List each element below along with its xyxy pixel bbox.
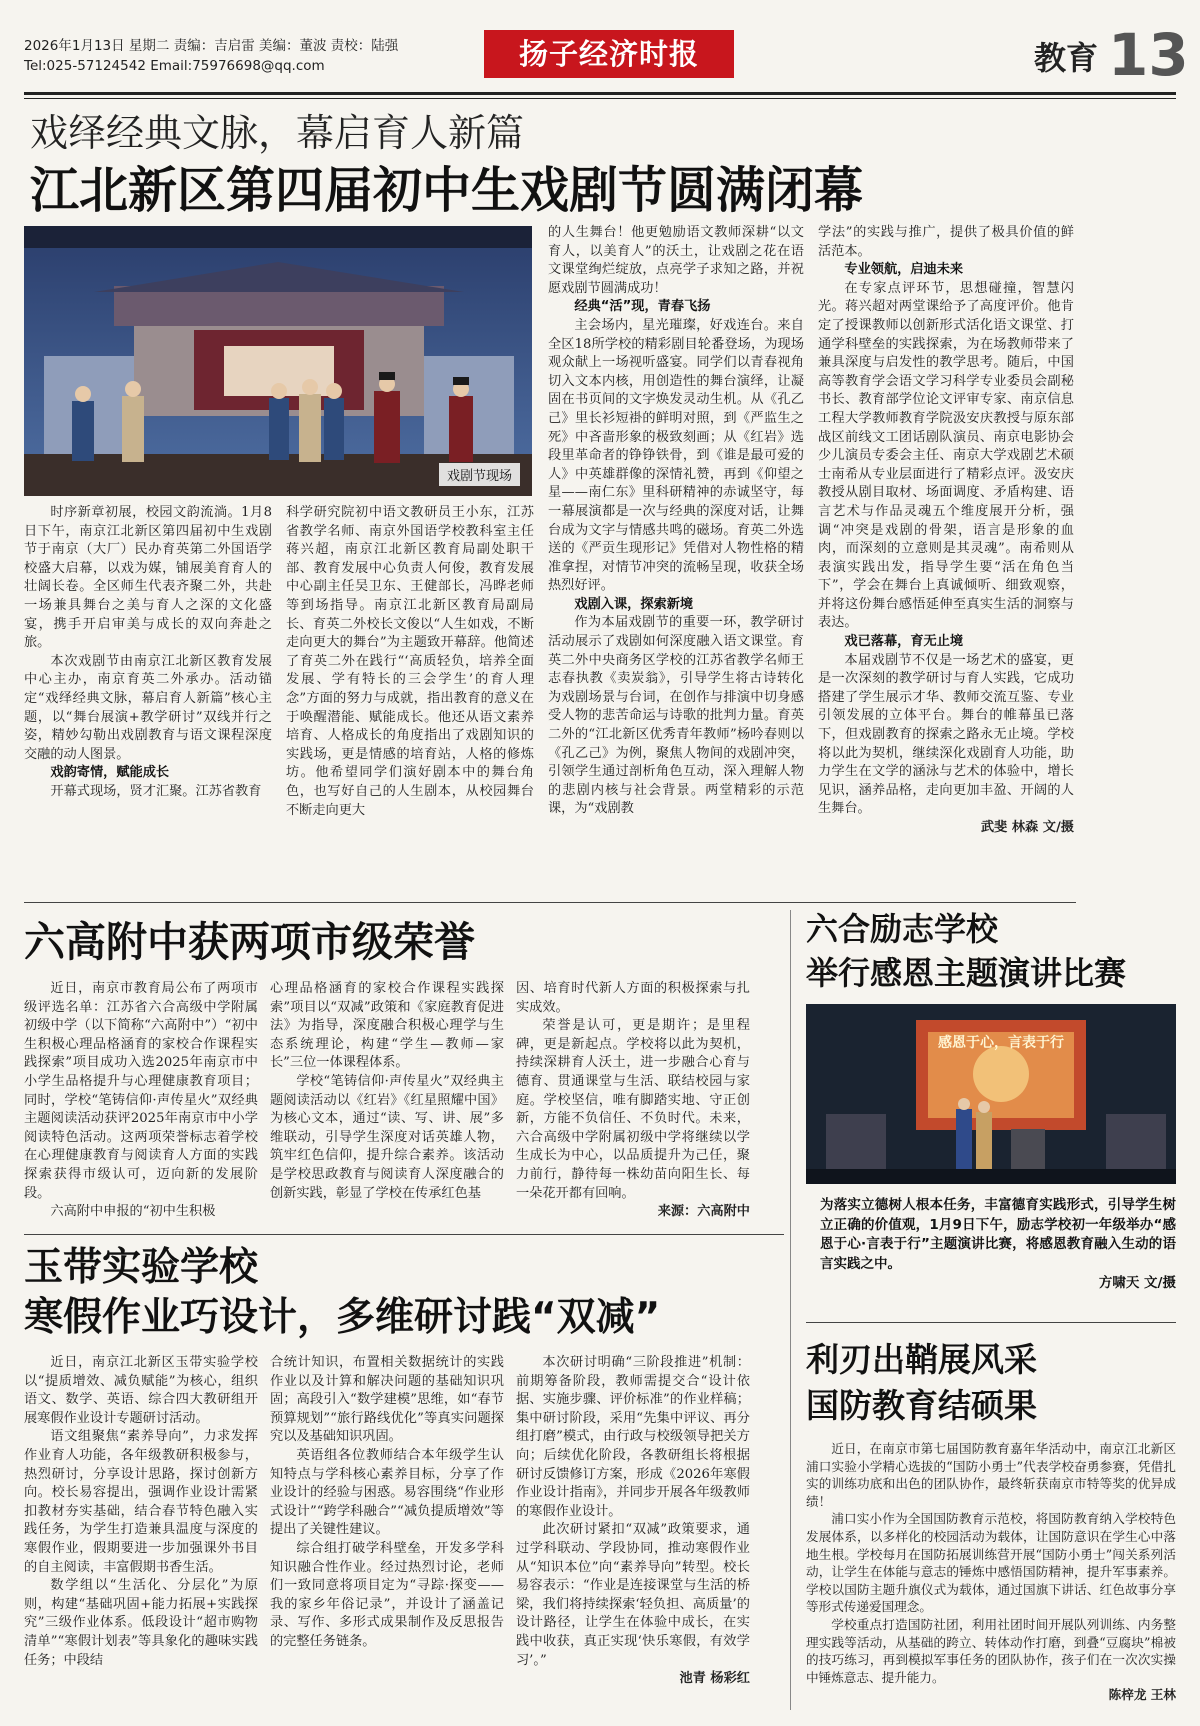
newspaper-logo: 扬子经济时报	[484, 30, 734, 78]
paragraph: 因、培育时代新人方面的积极探索与扎实成效。	[516, 981, 750, 1015]
article2-col1	[24, 980, 258, 1224]
paragraph: 近日，在南京市第七届国防教育嘉年华活动中，南京江北新区浦口实验小学精心选拔的“国防小勇士”代表学校奋勇参赛，凭借扎实的训练功底和出色的团队协作，最终斩获南京市特等奖的优异成绩！	[806, 1441, 1176, 1509]
article1-col2	[286, 504, 534, 894]
article3-caption	[820, 1196, 1176, 1316]
article4-col2	[270, 1354, 504, 1716]
subheading: 专业领航，启迪未来	[844, 262, 964, 278]
paragraph: 近日，南京江北新区玉带实验学校以“提质增效、减负赋能”为核心，组织语文、数学、英语、综合四大教研组开展寒假作业设计专题研讨活动。	[24, 1355, 258, 1426]
article4-title-line2: 寒假作业巧设计，多维研讨践“双减”	[24, 1295, 661, 1340]
article1-col3	[548, 224, 804, 894]
article1-title: 江北新区第四届初中生戏剧节圆满闭幕	[30, 162, 864, 219]
article1-photo-label: 戏剧节现场	[439, 463, 520, 486]
paragraph: 学校重点打造国防社团，利用社团时间开展队列训练、内务整理实践等活动，从基础的跨立、转体动作打磨，到叠“豆腐块”棉被的技巧练习，再到模拟军事任务的团队协作，孩子们在一次次实操中锤炼意志、提升能力。	[806, 1616, 1176, 1685]
article2-col2	[270, 980, 504, 1224]
masthead-rule-thin	[24, 98, 1176, 99]
page-number: 13	[1108, 21, 1189, 89]
article2-source: 来源：六高附中	[657, 1204, 750, 1220]
section-name: 教育	[1034, 39, 1099, 77]
masthead	[24, 21, 1189, 89]
paragraph: 浦口实小作为全国国防教育示范校，将国防教育纳入学校特色发展体系，以多样化的校园活动为载体，让国防意识在学生心中落地生根。学校每月在国防拓展训练营开展“国防小勇士”闯关系列活动，让学生在体能与意志的锤炼中感悟国防精神，提升军事素养。学校以国防主题升旗仪式为载体，通过国旗下讲话、红色故事分享等形式传递爱国理念。	[806, 1511, 1176, 1615]
paragraph: 荣誉是认可，更是期许；是里程碑，更是新起点。学校将以此为契机，持续深耕育人沃土，进一步融合心育与德育、贯通课堂与生活、联结校园与家庭。学校坚信，唯有脚踏实地、守正创新，方能不负信任、不负时代。未来，六合高级中学附属初级中学将继续以学生成长为中心，以品质提升为己任，聚力前行，静待每一株幼苗向阳生长、每一朵花开都有回响。	[516, 1018, 750, 1201]
paragraph: 六高附中申报的“初中生积极	[50, 1204, 216, 1220]
article5-title-line2: 国防教育结硕果	[806, 1386, 1037, 1425]
paragraph: 本届戏剧节不仅是一场艺术的盛宴，更是一次深刻的教学研讨与育人实践，它成功搭建了学生展示才华、教师交流互鉴、专业引领发展的立体平台。舞台的帷幕虽已落下，但戏剧教育的探索之路永无止境。学校将以此为契机，继续深化戏剧育人功能，助力学生在文学的涵泳与艺术的体验中，增长见识，涵养品格，走向更加丰盈、开阔的人生舞台。	[818, 652, 1074, 817]
paragraph: 时序新章初展，校园文韵流淌。1月8日下午，南京江北新区第四届初中生戏剧节于南京（大厂）民办育英第二外国语学校盛大启幕，以戏为媒，铺展美育育人的壮阔长卷。全区师生代表齐聚二外，共赴一场兼具舞台之美与育人之深的文化盛宴，携手开启审美与成长的双向奔赴之旅。	[24, 505, 272, 651]
paragraph: 近日，南京市教育局公布了两项市级评选名单：江苏省六合高级中学附属初级中学（以下简称“六高附中”）“初中生积极心理品格涵育的家校合作课程实践探索”项目成功入选2025年南京市中小学生品格提升与心理健康教育项目；同时，学校“笔铸信仰·声传星火”双经典主题阅读活动获评2025年南京市中小学阅读特色活动。这两项荣誉标志着学校在心理健康教育与阅读育人方面的实践探索获得市级认可，迈向新的发展阶段。	[24, 981, 258, 1201]
paragraph: 的人生舞台！他更勉励语文教师深耕“以文育人，以美育人”的沃土，让戏剧之花在语文课堂绚烂绽放，点亮学子求知之路，并祝愿戏剧节圆满成功！	[548, 225, 804, 296]
paragraph: 本次研讨明确“三阶段推进”机制：前期筹备阶段，教师需提交合“设计依据、实施步骤、评价标准”的作业样稿；集中研讨阶段，采用“先集中评议、再分组打磨”模式，由行政与校级领导把关方向；后续优化阶段，各教研组长将根据研讨反馈修订方案，形成《2026年寒假作业设计指南》，并同步开展各年级教师的寒假作业设计。	[516, 1355, 750, 1519]
section-divider	[806, 1322, 1176, 1323]
paragraph: 心理品格涵育的家校合作课程实践探索”项目以“双减”政策和《家庭教育促进法》为指导，深度融合积极心理学与生态系统理论，构建“学生—教师—家长”三位一体课程体系。	[270, 981, 504, 1071]
article1-subtitle: 戏绎经典文脉，幕启育人新篇	[30, 111, 525, 155]
paragraph: 本次戏剧节由南京江北新区教育发展中心主办，南京育英二外承办。活动锚定“戏绎经典文脉，幕启育人新篇”核心主题，以“舞台展演+教学研讨”双线并行之姿，精妙勾勒出戏剧教育与语文课程深度交融的动人图景。	[24, 653, 272, 762]
paragraph: 主会场内，星光璀璨，好戏连台。来自全区18所学校的精彩剧目轮番登场，为现场观众献上一场视听盛宴。同学们以青春视角切入文本内核，用创造性的舞台演绎，让凝固在书页间的文字焕发灵动生机。从《孔乙己》里长衫短褂的鲜明对照，到《严监生之死》中吝啬形象的极致刻画；从《红岩》选段里革命者的铮铮铁骨，到《谁是最可爱的人》中英雄群像的深情礼赞，再到《仰望之星——南仁东》里科研精神的赤诚坚守，每一幕展演都是一次与经典的深度对话，让舞台成为文字与情感共鸣的磁场。育英二外选送的《严贡生现形记》凭借对人物性格的精准拿捏，对情节冲突的流畅呈现，收获全场热烈好评。	[548, 317, 804, 594]
article3-title-line1: 六合励志学校	[806, 910, 999, 948]
article4-title-line1: 玉带实验学校	[24, 1245, 259, 1290]
caption-text: 为落实立德树人根本任务，丰富德育实践形式，引导学生树立正确的价值观，1月9日下午，励志学校初一年级举办“感恩于心·言表于行”主题演讲比赛，将感恩教育融入生动的语言实践之中。	[820, 1197, 1176, 1272]
article3-speech-photo	[806, 1004, 1176, 1184]
paragraph: 在专家点评环节，思想碰撞，智慧闪光。蒋兴超对两堂课给予了高度评价。他肯定了授课教师以创新形式活化语文课堂、打通学科壁垒的实践探索，为在场教师带来了兼具深度与启发性的教学思考。随后，中国高等教育学会语文学习科学专业委员会副秘书长、教育部学位论文评审专家、南京信息工程大学教师教育学院汲安庆教授与原东部战区前线文工团话剧队演员、南京电影协会少儿演员专委会主任、南京大学戏剧艺术硕士南希从专业层面进行了精彩点评。汲安庆教授从剧目取材、场面调度、矛盾构建、语言艺术与作品灵魂五个维度展开分析，强调“冲突是戏剧的骨架，语言是形象的血肉，而深刻的立意则是其灵魂”。南希则从表演实践出发，指导学生要“活在角色当下”，学会在舞台上真诚倾听、细致观察，并将这份舞台感悟延伸至真实生活的洞察与表达。	[818, 280, 1074, 631]
masthead-meta	[24, 36, 398, 76]
article5-byline: 陈梓龙 王林	[1108, 1687, 1176, 1703]
paragraph: 此次研讨紧扣“双减”政策要求，通过学科联动、学段协同，推动寒假作业从“知识本位”向“素养导向”转型。校长易容表示：“作业是连接课堂与生活的桥梁，我们将持续探索‘轻负担、高质量’的设计路径，让学生在体验中成长，在实践中收获，真正实现‘快乐寒假，有效学习’。”	[516, 1522, 750, 1668]
paragraph: 数学组以“生活化、分层化”为原则，构建“基础巩固+能力拓展+实践探究”三级作业体系。低段设计“超市购物清单”“寒假计划表”等具象化的趣味实践任务；中段结	[24, 1578, 258, 1668]
speech-banner-text: 感恩于心，言表于行	[938, 1035, 1064, 1051]
subheading: 戏韵寄情，赋能成长	[50, 765, 170, 781]
article2-title: 六高附中获两项市级荣誉	[24, 918, 475, 966]
subheading: 戏剧入课，探索新境	[574, 596, 694, 612]
subheading: 戏已落幕，育无止境	[844, 634, 964, 650]
article1-stage-photo	[24, 226, 532, 496]
paragraph: 开幕式现场，贤才汇聚。江苏省教育	[50, 783, 262, 799]
paragraph: 英语组各位教师结合本年级学生认知特点与学科核心素养目标，分享了作业设计的经验与困惑。易容围绕“作业形式设计”“跨学科融合”“减负提质增效”等提出了关键性建议。	[270, 1447, 504, 1538]
masthead-rule	[24, 92, 1176, 95]
date-line: 2026年1月13日 星期二 责编：吉启雷 美编：董波 责校：陆强	[24, 38, 399, 54]
article3-title-line2: 举行感恩主题演讲比赛	[806, 954, 1127, 992]
article4-col3	[516, 1354, 750, 1716]
article3-byline: 方啸天 文/摄	[1098, 1275, 1176, 1291]
paragraph: 语文组聚焦“素养导向”，力求发挥作业育人功能，各年级教研积极参与，热烈研讨，分享设计思路，探讨创新方向。校长易容提出，强调作业设计需紧扣教材夯实基础，结合春节特色融入实践任务，为学生打造兼具温度与深度的寒假作业，假期要进一步加强课外书目的自主阅读，丰富假期书香生活。	[24, 1429, 258, 1575]
section-divider	[24, 1234, 784, 1235]
paragraph: 合统计知识，布置相关数据统计的实践作业以及计算和解决问题的基础知识巩固；高段引入“数学建模”思维，如“春节预算规划”“旅行路线优化”等真实问题探究以及基础知识巩固。	[270, 1355, 504, 1445]
paragraph: 科学研究院初中语文教研员王小东，江苏省教学名师、南京外国语学校教科室主任蒋兴超，南京江北新区教育局副处职干部、教育发展中心负责人何俊，教育发展中心副主任吴卫东、王健部长，冯晔老师等到场指导。南京江北新区教育局副局长、育英二外校长文俊以“人生如戏，不断走向更大的舞台”为主题致开幕辞。他简述了育英二外在践行“‘高质轻负，培养全面发展、学有特长的三会学生’的育人理念”方面的努力与成就，指出教育的意义在于唤醒潜能、赋能成长。他还从语文素养培育、人格成长的角度指出了戏剧知识的实践场，更是情感的培育站，人格的修炼坊。他希望同学们演好剧本中的舞台角色，也写好自己的人生剧本，从校园舞台不断走向更大	[286, 505, 534, 818]
speech-photo-illustration	[806, 1004, 1176, 1184]
article4-col1	[24, 1354, 258, 1716]
paragraph: 作为本届戏剧节的重要一环，教学研讨活动展示了戏剧如何深度融入语文课堂。育英二外中央商务区学校的江苏省教学名师王志春执教《卖炭翁》，引导学生将古诗转化为戏剧场景与台词，在创作与排演中切身感受人物的悲苦命运与诗歌的批判力量。育英二外的“江北新区优秀青年教师”杨吟春则以《孔乙己》为例，聚焦人物间的戏剧冲突，引领学生通过剖析角色互动，深入理解人物的悲剧内核与社会背景。两堂精彩的示范课，为“戏剧教	[548, 615, 804, 817]
article1-byline: 武斐 林森 文/摄	[980, 820, 1074, 835]
contact-line: Tel:025-57124542 Email:75976698@qq.com	[24, 58, 325, 74]
article4-byline: 池青 杨彩红	[679, 1671, 750, 1687]
paragraph: 学校“笔铸信仰·声传星火”双经典主题阅读活动以《红岩》《红星照耀中国》为核心文本，通过“读、写、讲、展”多维联动，引导学生深度对话英雄人物，筑牢红色信仰，提升综合素养。该活动是学校思政教育与阅读育人深度融合的创新实践，彰显了学校在传承红色基	[270, 1073, 504, 1201]
article5-title-line1: 利刃出鞘展风采	[806, 1340, 1037, 1379]
section-divider	[24, 902, 1076, 903]
article1-col4	[818, 224, 1074, 894]
paragraph: 综合组打破学科壁垒，开发多学科知识融合性作业。经过热烈讨论，老师们一致同意将项目定为“寻踪·探变——我的家乡年俗记录”，并设计了涵盖记录、写作、多形式成果制作及反思报告的完整任务链条。	[270, 1540, 504, 1649]
paragraph: 学法”的实践与推广，提供了极具价值的鲜活范本。	[818, 225, 1074, 259]
article5-col	[806, 1440, 1176, 1716]
subheading: 经典“活”现，青春飞扬	[574, 299, 711, 315]
stage-photo-illustration	[24, 226, 532, 496]
article1-col1	[24, 504, 272, 894]
article2-col3	[516, 980, 750, 1224]
column-divider	[790, 910, 791, 1710]
